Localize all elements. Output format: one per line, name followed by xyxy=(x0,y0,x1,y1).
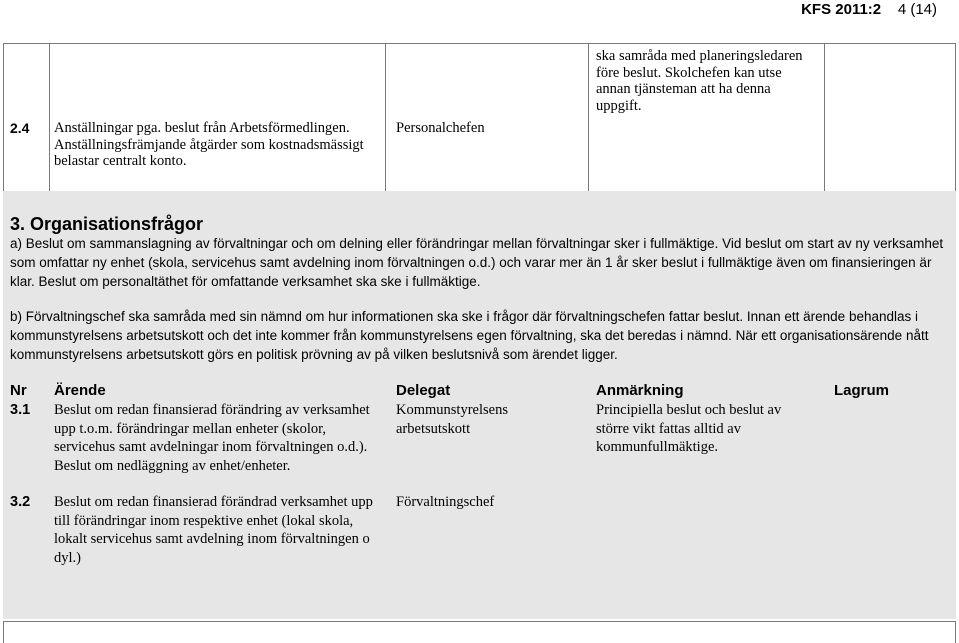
next-table-start xyxy=(3,621,956,643)
col-header-arende: Ärende xyxy=(54,382,106,399)
paragraph-a: a) Beslut om sammanslagning av förvaltningar och om delning eller förändringar mellan förvaltningar sker i fullmäktige. Vid beslut om start av ny verksamhet som omfattar ny enhet (skola, servicehus samt avdelning inom förvaltningen o.d.) och varar mer än 1 år sker beslut i fullmäktige även om finansieringen är klar. Beslut om personaltäthet för omfattande verksamhet ska ske i fullmäktige. xyxy=(10,236,944,289)
page-header xyxy=(0,0,959,24)
section-title: 3. Organisationsfrågor xyxy=(10,214,204,234)
col-header-lagrum: Lagrum xyxy=(834,382,890,399)
table-row-nr: 3.1 xyxy=(10,402,31,418)
table-row-anmarkning: Principiella beslut och beslut av större vikt fattas alltid av kommunfullmäktige. xyxy=(596,402,782,455)
table-row-arende: Beslut om redan finansierad förändrad verksamhet upp till förändringar inom respektive enhet (lokal skola, lokalt servicehus samt avdelning inom förvaltningen o dyl.) xyxy=(54,494,373,566)
row-arende: Anställningar pga. beslut från Arbetsförmedlingen. Anställningsfrämjande åtgärder som kostnadsmässigt belastar centralt konto. xyxy=(54,120,364,169)
table-row-arende: Beslut om redan finansierad förändring av verksamhet upp t.o.m. förändringar mellan enheter (skolor, servicehus samt avdelningar inom förvaltningen o.d.). Beslut om nedläggning av enhet/enheter. xyxy=(54,402,370,474)
paragraph-b: b) Förvaltningschef ska samråda med sin nämnd om hur informationen ska ske i frågor där förvaltningschefen fattar beslut. Innan ett ärende behandlas i kommunstyrelsens arbetsutskott och det inte kommer från kommunstyrelsens egen förvaltning, ska det beredas i nämnd. När ett organisationsärende nått kommunstyrelsens arbetsutskott görs en politisk prövning av på vilken beslutsnivå som ärendet ligger. xyxy=(10,309,929,362)
row-nr: 2.4 xyxy=(10,120,30,136)
col-header-nr: Nr xyxy=(10,382,27,399)
col-header-delegat: Delegat xyxy=(396,382,451,399)
row-anmarkning: ska samråda med planeringsledaren före beslut. Skolchefen kan utse annan tjänsteman att ha denna uppgift. xyxy=(596,48,803,114)
table-row-delegat: Kommunstyrelsens arbetsutskott xyxy=(396,402,508,437)
table-row-nr: 3.2 xyxy=(10,494,31,510)
doc-id: KFS 2011:2 xyxy=(801,1,882,18)
col-header-anmarkning: Anmärkning xyxy=(596,382,684,399)
page-number: 4 (14) xyxy=(897,1,937,18)
row-delegat: Personalchefen xyxy=(396,120,485,136)
table-row-delegat: Förvaltningschef xyxy=(396,494,495,510)
